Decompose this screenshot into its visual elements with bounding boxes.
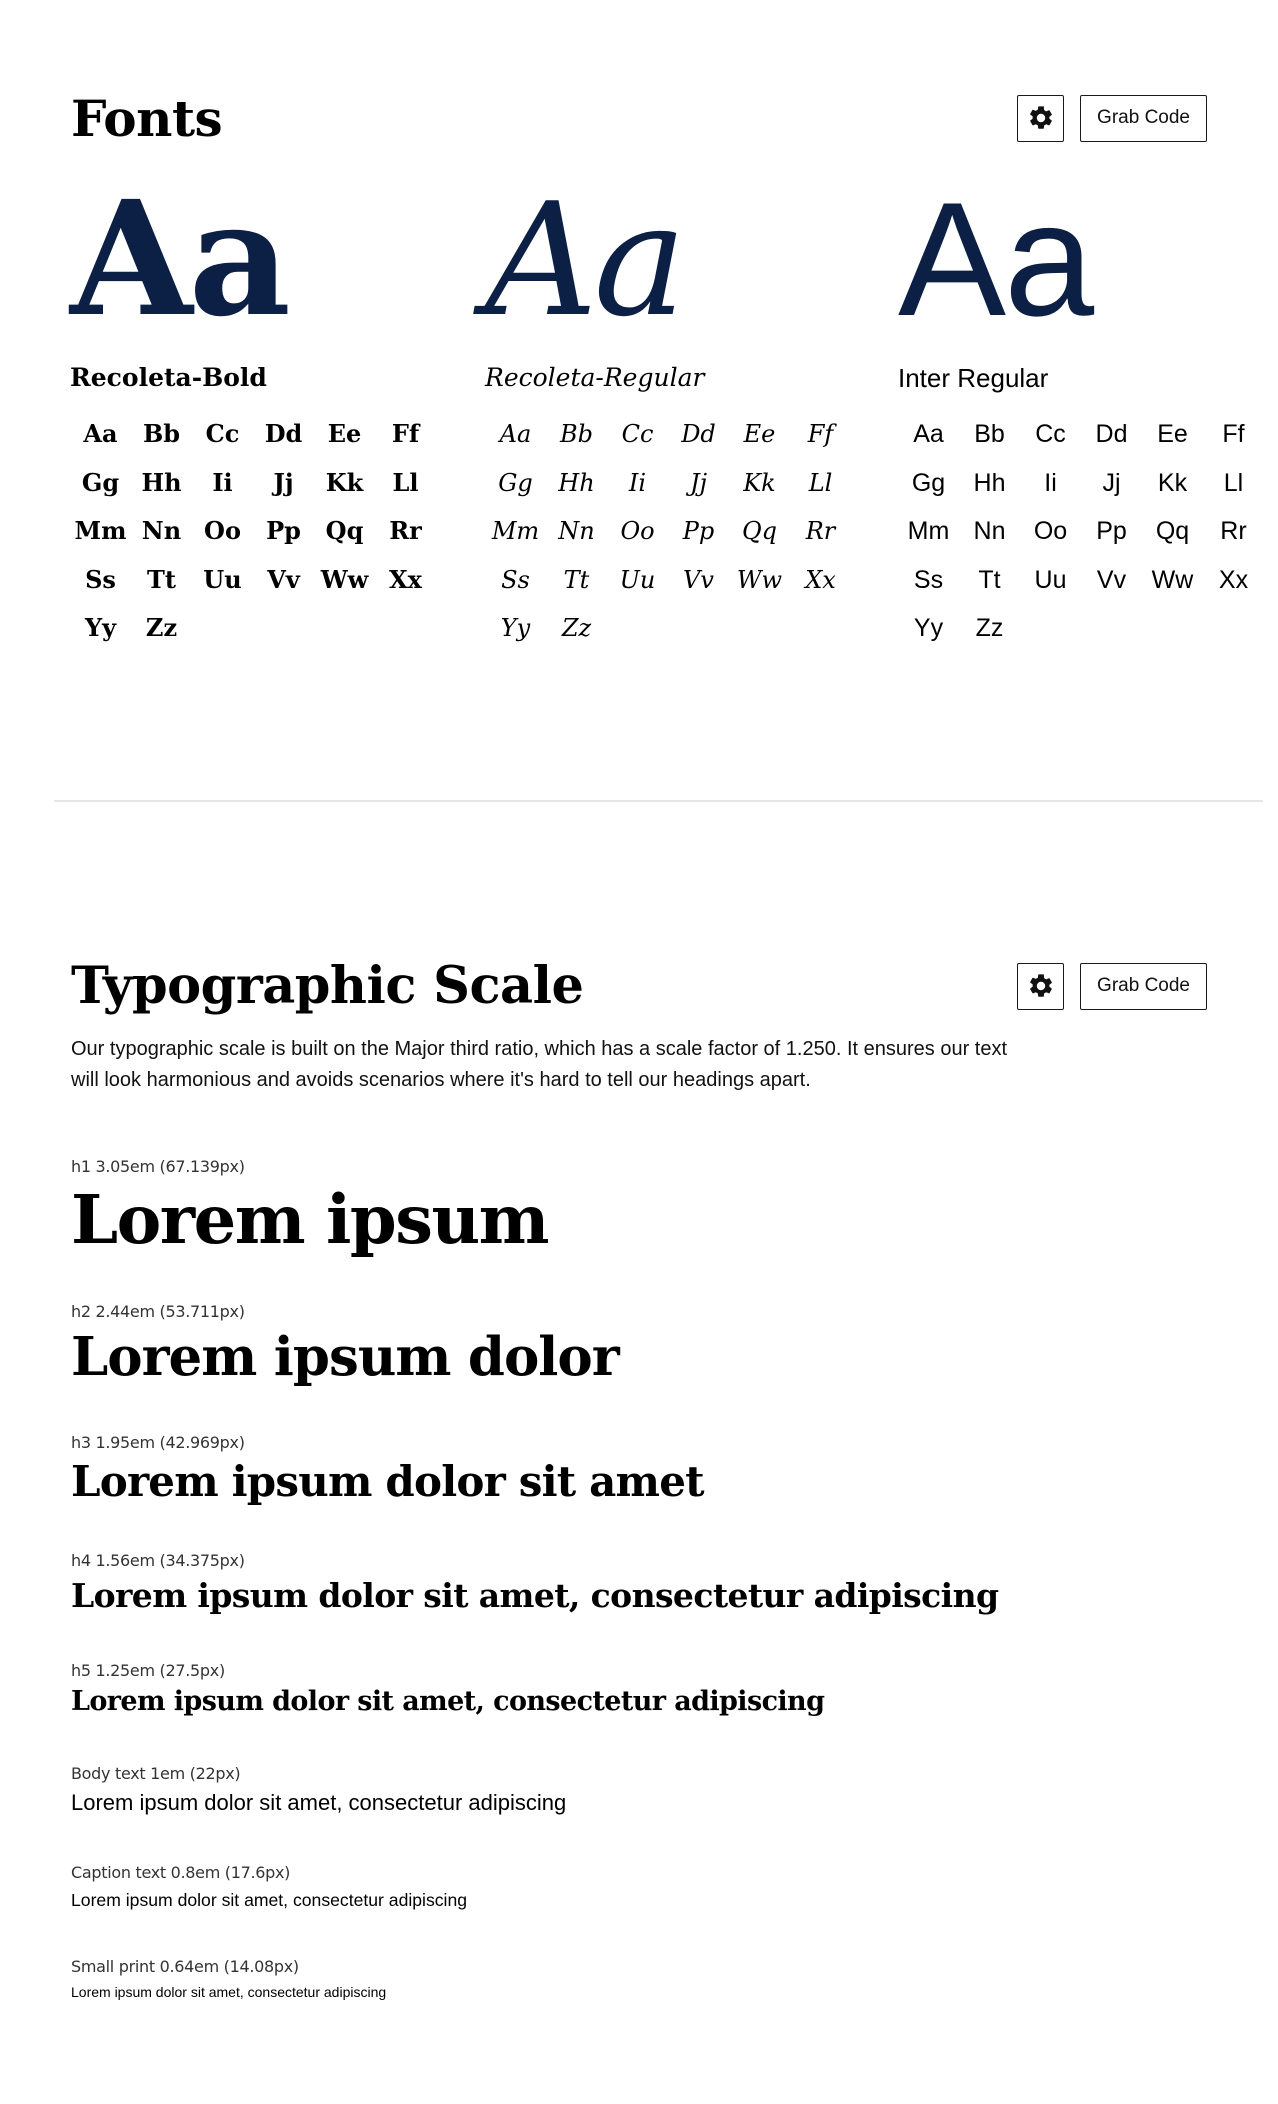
glyph-cell: Uu — [1034, 565, 1067, 594]
scale-label: h1 3.05em (67.139px) — [71, 1157, 245, 1176]
glyph-cell: Ss — [913, 565, 944, 594]
scale-item-h4 — [71, 1551, 998, 1618]
glyph-cell: Oo — [1033, 517, 1068, 545]
glyph-cell: Rr — [389, 516, 422, 545]
glyph-cell: Ss — [85, 564, 116, 594]
glyph-cell: Ee — [1157, 420, 1188, 448]
glyph-cell: Mm — [74, 516, 127, 545]
scale-description: Our typographic scale is built on the Major third ratio, which has a scale factor of 1.250. It ensures our text will look harmonious and avoids scenarios where it's hard to tell our headings apart. — [71, 1038, 1008, 1091]
glyph-cell: Yy — [84, 613, 117, 642]
font-name: Recoleta-Bold — [70, 363, 267, 392]
scale-title: Typographic Scale — [71, 956, 584, 1016]
glyph-cell: Ii — [1044, 468, 1057, 497]
glyph-cell: Ll — [808, 468, 833, 497]
scale-sample: Lorem ipsum dolor — [71, 1326, 619, 1388]
glyph-cell: Yy — [913, 614, 944, 642]
glyph-cell: Kk — [743, 468, 776, 497]
font-name: Recoleta-Regular — [485, 363, 705, 392]
glyph-cell: Ll — [1223, 468, 1244, 497]
glyph-cell: Yy — [500, 614, 531, 642]
glyph-cell: Ee — [327, 419, 362, 448]
scale-sample: Lorem ipsum dolor sit amet, consectetur adipiscing — [71, 1686, 825, 1717]
glyph-cell: Cc — [621, 420, 654, 448]
glyph-cell: Ff — [807, 420, 834, 448]
glyph-cell: Hh — [141, 467, 182, 497]
font-specimens — [70, 167, 1250, 650]
glyph-cell: Qq — [741, 517, 778, 545]
glyph-cell: Bb — [974, 420, 1005, 448]
glyph-cell: Gg — [81, 467, 120, 497]
glyph-cell: Dd — [264, 419, 303, 448]
fonts-header — [71, 88, 1207, 148]
scale-item-caption — [71, 1863, 467, 1914]
glyph-cell: Aa — [83, 419, 118, 448]
glyph-cell: Ww — [320, 564, 369, 594]
scale-item-h2 — [71, 1302, 619, 1389]
glyph-cell: Tt — [978, 565, 1001, 594]
glyph-cell: Vv — [267, 564, 300, 594]
glyph-cell: Pp — [682, 517, 715, 545]
glyph-cell: Zz — [561, 614, 592, 642]
glyph-cell: Ll — [392, 467, 419, 497]
glyph-cell: Xx — [1218, 565, 1249, 594]
glyph-cell: Mm — [907, 517, 950, 545]
scale-label: Caption text 0.8em (17.6px) — [71, 1863, 291, 1882]
glyph-grid — [70, 410, 430, 653]
glyph-cell: Nn — [141, 516, 182, 545]
fonts-grab-code-button[interactable]: Grab Code — [1080, 95, 1207, 142]
glyph-grid — [485, 410, 845, 653]
glyph-cell: Ee — [743, 420, 776, 448]
scale-header — [71, 956, 1207, 1016]
glyph-cell: Uu — [619, 565, 656, 594]
glyph-cell: Ff — [391, 419, 420, 448]
scale-item-h5 — [71, 1661, 824, 1720]
scale-settings-button[interactable] — [1017, 963, 1064, 1010]
fonts-settings-button[interactable] — [1017, 95, 1064, 142]
fonts-title: Fonts — [71, 88, 223, 148]
glyph-cell: Hh — [558, 468, 595, 497]
glyph-cell: Rr — [1220, 517, 1247, 545]
font-sample: Aa — [898, 169, 1093, 350]
glyph-cell: Bb — [560, 420, 593, 448]
scale-sample: Lorem ipsum dolor sit amet, consectetur adipiscing — [71, 1984, 387, 2000]
glyph-cell: Mm — [491, 517, 540, 545]
glyph-cell: Qq — [1155, 517, 1190, 545]
font-name: Inter Regular — [898, 363, 1049, 393]
glyph-cell: Cc — [1035, 420, 1066, 448]
fonts-actions — [1017, 95, 1207, 142]
scale-label: h3 1.95em (42.969px) — [71, 1433, 245, 1452]
scale-sample: Lorem ipsum dolor sit amet, consectetur adipiscing — [71, 1890, 468, 1910]
glyph-cell: Gg — [911, 468, 946, 497]
scale-sample: Lorem ipsum dolor sit amet, consectetur adipiscing — [71, 1790, 567, 1815]
scale-label: h2 2.44em (53.711px) — [71, 1302, 245, 1321]
scale-grab-code-button[interactable]: Grab Code — [1080, 963, 1207, 1010]
scale-sample: Lorem ipsum — [71, 1180, 549, 1259]
glyph-cell: Ff — [1222, 420, 1245, 448]
scale-label: Body text 1em (22px) — [71, 1764, 241, 1783]
glyph-cell: Ss — [501, 565, 530, 594]
glyph-grid — [898, 410, 1258, 653]
glyph-cell: Kk — [325, 467, 364, 497]
glyph-cell: Hh — [973, 468, 1006, 497]
scale-actions — [1017, 963, 1207, 1010]
glyph-cell: Nn — [973, 517, 1006, 545]
glyph-cell: Jj — [273, 467, 294, 497]
scale-item-body — [71, 1764, 566, 1819]
glyph-cell: Oo — [204, 516, 241, 545]
font-specimen-recoleta-bold — [70, 167, 430, 653]
glyph-cell: Zz — [145, 613, 178, 642]
glyph-cell: Vv — [683, 565, 714, 594]
font-sample: Aa — [485, 169, 683, 351]
font-sample: Aa — [70, 167, 287, 352]
scale-label: h5 1.25em (27.5px) — [71, 1661, 225, 1680]
glyph-cell: Ww — [1151, 565, 1194, 594]
glyph-cell: Dd — [681, 420, 716, 448]
glyph-cell: Zz — [975, 614, 1004, 642]
glyph-cell: Pp — [266, 516, 301, 545]
glyph-cell: Jj — [1102, 468, 1121, 497]
scale-item-h1 — [71, 1157, 548, 1260]
glyph-cell: Vv — [1096, 565, 1127, 594]
glyph-cell: Ii — [628, 468, 647, 497]
gear-icon — [1027, 972, 1055, 1000]
font-specimen-recoleta-regular — [485, 169, 845, 653]
glyph-cell: Cc — [205, 419, 240, 448]
glyph-cell: Ww — [736, 565, 783, 594]
glyph-cell: Nn — [558, 517, 595, 545]
glyph-cell: Tt — [147, 564, 176, 594]
glyph-cell: Ii — [212, 467, 233, 497]
glyph-cell: Qq — [325, 516, 364, 545]
scale-sample: Lorem ipsum dolor sit amet, consectetur adipiscing — [71, 1576, 999, 1615]
glyph-cell: Bb — [142, 419, 181, 448]
glyph-cell: Kk — [1157, 468, 1188, 497]
glyph-cell: Aa — [913, 420, 944, 448]
glyph-cell: Dd — [1095, 420, 1128, 448]
glyph-cell: Aa — [499, 420, 532, 448]
glyph-cell: Pp — [1096, 517, 1127, 545]
scale-sample: Lorem ipsum dolor sit amet — [71, 1457, 704, 1506]
scale-label: h4 1.56em (34.375px) — [71, 1551, 245, 1570]
scale-label: Small print 0.64em (14.08px) — [71, 1957, 299, 1976]
font-specimen-inter-regular — [898, 169, 1258, 653]
gear-icon — [1027, 104, 1055, 132]
glyph-cell: Xx — [389, 564, 422, 594]
glyph-cell: Oo — [620, 517, 655, 545]
glyph-cell: Rr — [805, 517, 836, 545]
section-divider — [54, 800, 1263, 802]
glyph-cell: Tt — [563, 565, 590, 594]
scale-item-h3 — [71, 1433, 704, 1508]
scale-item-small — [71, 1957, 386, 2004]
glyph-cell: Uu — [203, 564, 242, 594]
glyph-cell: Xx — [805, 565, 836, 594]
glyph-cell: Gg — [498, 468, 533, 497]
glyph-cell: Jj — [689, 468, 708, 497]
